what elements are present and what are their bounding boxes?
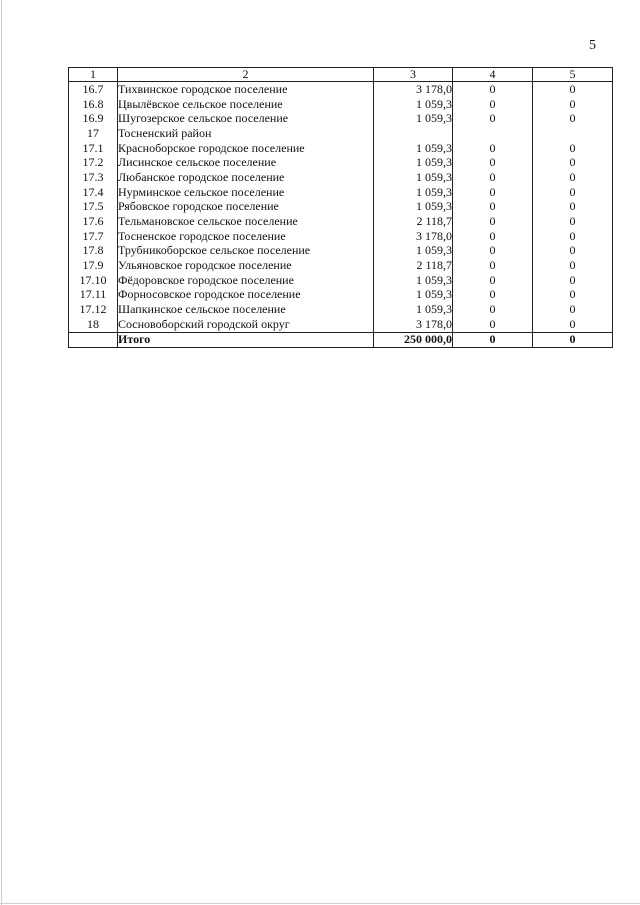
row-col4: 0 (453, 82, 533, 97)
row-col3: 1 059,3 (374, 111, 453, 126)
row-name: Тельмановское сельское поселение (118, 214, 374, 229)
row-name: Форносовское городское поселение (118, 288, 374, 303)
table-row (69, 200, 613, 215)
table-row (69, 244, 613, 259)
row-number: 17.10 (69, 273, 118, 288)
row-name: Шугозерское сельское поселение (118, 111, 374, 126)
table-row (69, 258, 613, 273)
row-number: 16.8 (69, 97, 118, 112)
row-number: 17 (69, 126, 118, 141)
row-name: Тихвинское городское поселение (118, 82, 374, 97)
row-col5: 0 (533, 244, 613, 259)
row-col5: 0 (533, 317, 613, 332)
row-col4: 0 (453, 185, 533, 200)
row-number: 17.5 (69, 200, 118, 215)
row-col4: 0 (453, 170, 533, 185)
row-col4 (453, 126, 533, 141)
row-col3: 1 059,3 (374, 97, 453, 112)
table-row (69, 141, 613, 156)
row-name: Ульяновское городское поселение (118, 258, 374, 273)
row-number: 17.12 (69, 302, 118, 317)
total-col5: 0 (533, 332, 613, 347)
row-col3: 2 118,7 (374, 214, 453, 229)
row-name: Тосненский район (118, 126, 374, 141)
column-header-1: 1 (69, 68, 118, 82)
column-header-5: 5 (533, 68, 613, 82)
row-col3: 1 059,3 (374, 155, 453, 170)
row-name: Лисинское сельское поселение (118, 155, 374, 170)
row-col5: 0 (533, 273, 613, 288)
row-col4: 0 (453, 258, 533, 273)
row-col4: 0 (453, 155, 533, 170)
scan-left-edge (1, 0, 2, 905)
row-col3: 1 059,3 (374, 302, 453, 317)
total-num (69, 332, 118, 347)
total-label: Итого (118, 332, 374, 347)
table-row (69, 288, 613, 303)
row-number: 17.1 (69, 141, 118, 156)
row-name: Фёдоровское городское поселение (118, 273, 374, 288)
page-number: 5 (589, 38, 596, 53)
row-name: Тосненское городское поселение (118, 229, 374, 244)
table-row (69, 111, 613, 126)
row-col5: 0 (533, 258, 613, 273)
row-col3: 2 118,7 (374, 258, 453, 273)
row-col3: 1 059,3 (374, 288, 453, 303)
table-row (69, 185, 613, 200)
row-name: Шапкинское сельское поселение (118, 302, 374, 317)
row-col3: 3 178,0 (374, 82, 453, 97)
row-col5: 0 (533, 141, 613, 156)
row-col5: 0 (533, 288, 613, 303)
table-row (69, 97, 613, 112)
row-col4: 0 (453, 244, 533, 259)
row-col3: 1 059,3 (374, 170, 453, 185)
table-row (69, 126, 613, 141)
row-number: 17.7 (69, 229, 118, 244)
row-col5: 0 (533, 170, 613, 185)
row-number: 16.9 (69, 111, 118, 126)
row-col5: 0 (533, 302, 613, 317)
row-name: Любанское городское поселение (118, 170, 374, 185)
table-row (69, 82, 613, 97)
row-col4: 0 (453, 200, 533, 215)
row-number: 17.8 (69, 244, 118, 259)
row-col3 (374, 126, 453, 141)
total-row (69, 332, 613, 347)
row-number: 17.11 (69, 288, 118, 303)
row-number: 17.6 (69, 214, 118, 229)
table-body (69, 82, 613, 333)
row-col5: 0 (533, 111, 613, 126)
row-col5: 0 (533, 97, 613, 112)
row-name: Трубникоборское сельское поселение (118, 244, 374, 259)
row-col4: 0 (453, 97, 533, 112)
row-col3: 3 178,0 (374, 317, 453, 332)
row-col4: 0 (453, 141, 533, 156)
row-number: 17.3 (69, 170, 118, 185)
row-col4: 0 (453, 111, 533, 126)
allocation-table (68, 67, 613, 348)
table-row (69, 273, 613, 288)
table-row (69, 302, 613, 317)
column-header-3: 3 (374, 68, 453, 82)
table-row (69, 214, 613, 229)
row-name: Красноборское городское поселение (118, 141, 374, 156)
row-number: 17.2 (69, 155, 118, 170)
row-number: 18 (69, 317, 118, 332)
total-col4: 0 (453, 332, 533, 347)
row-col3: 1 059,3 (374, 244, 453, 259)
row-col3: 1 059,3 (374, 185, 453, 200)
row-name: Сосновоборский городской округ (118, 317, 374, 332)
column-header-4: 4 (453, 68, 533, 82)
table-row (69, 317, 613, 332)
scan-bottom-edge (0, 903, 640, 904)
row-col5: 0 (533, 155, 613, 170)
row-col3: 1 059,3 (374, 200, 453, 215)
row-col4: 0 (453, 317, 533, 332)
table-row (69, 229, 613, 244)
row-name: Цвылёвское сельское поселение (118, 97, 374, 112)
row-col4: 0 (453, 288, 533, 303)
row-number: 16.7 (69, 82, 118, 97)
row-col3: 1 059,3 (374, 141, 453, 156)
row-col4: 0 (453, 273, 533, 288)
row-col4: 0 (453, 229, 533, 244)
row-number: 17.9 (69, 258, 118, 273)
row-col3: 1 059,3 (374, 273, 453, 288)
row-name: Рябовское городское поселение (118, 200, 374, 215)
table-header-row (69, 68, 613, 82)
row-name: Нурминское сельское поселение (118, 185, 374, 200)
row-col3: 3 178,0 (374, 229, 453, 244)
column-header-2: 2 (118, 68, 374, 82)
table-row (69, 155, 613, 170)
table-row (69, 170, 613, 185)
row-col5: 0 (533, 185, 613, 200)
row-col5: 0 (533, 214, 613, 229)
row-col5 (533, 126, 613, 141)
total-col3: 250 000,0 (374, 332, 453, 347)
row-col4: 0 (453, 302, 533, 317)
row-number: 17.4 (69, 185, 118, 200)
row-col5: 0 (533, 229, 613, 244)
row-col4: 0 (453, 214, 533, 229)
row-col5: 0 (533, 82, 613, 97)
row-col5: 0 (533, 200, 613, 215)
